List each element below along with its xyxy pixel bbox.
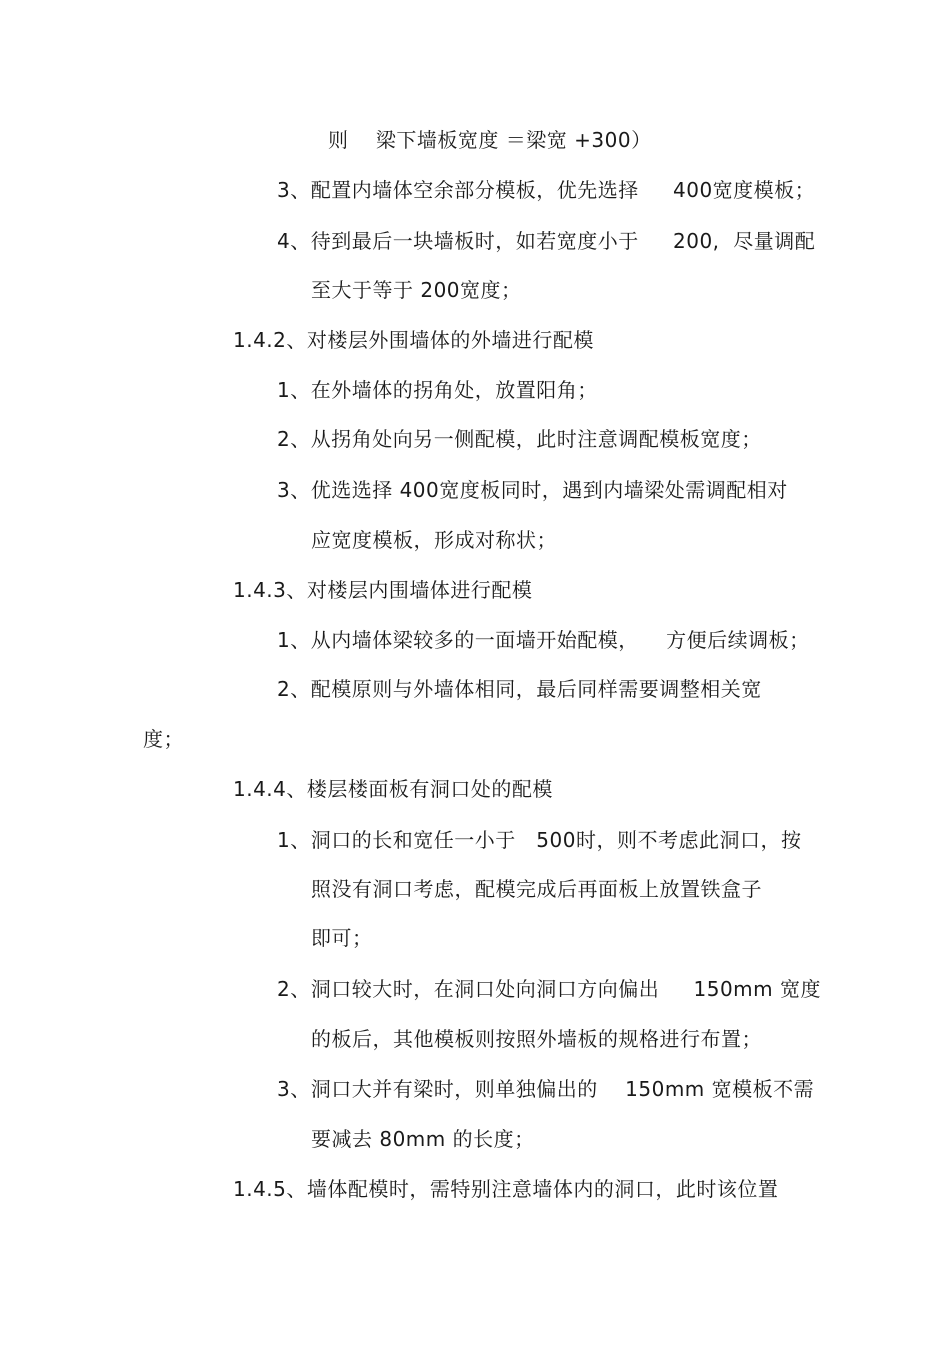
section-heading: 1.4.5、墙体配模时，需特别注意墙体内的洞口，此时该位置 bbox=[233, 1177, 779, 1201]
text-line: 至大于等于 200宽度； bbox=[311, 278, 522, 302]
text-line: 应宽度模板，形成对称状； bbox=[311, 528, 557, 552]
list-item: 3、配置内墙体空余部分模板，优先选择 400宽度模板； bbox=[277, 178, 816, 202]
text-line: 则 梁下墙板宽度 ＝梁宽 +300） bbox=[328, 128, 652, 152]
text-line: 即可； bbox=[311, 926, 373, 950]
section-heading: 1.4.2、对楼层外围墙体的外墙进行配模 bbox=[233, 328, 594, 352]
text-line: 的板后，其他模板则按照外墙板的规格进行布置； bbox=[311, 1027, 762, 1051]
section-heading: 1.4.3、对楼层内围墙体进行配模 bbox=[233, 578, 533, 602]
list-item: 3、优选选择 400宽度板同时，遇到内墙梁处需调配相对 bbox=[277, 478, 788, 502]
list-item: 3、洞口大并有梁时，则单独偏出的 150mm 宽模板不需 bbox=[277, 1077, 815, 1101]
list-item: 1、从内墙体梁较多的一面墙开始配模， 方便后续调板； bbox=[277, 628, 810, 652]
list-item: 2、从拐角处向另一侧配模，此时注意调配模板宽度； bbox=[277, 427, 762, 451]
text-line: 度； bbox=[143, 727, 184, 751]
text-line: 要减去 80mm 的长度； bbox=[311, 1127, 535, 1151]
list-item: 1、洞口的长和宽任一小于 500时，则不考虑此洞口，按 bbox=[277, 828, 802, 852]
list-item: 2、配模原则与外墙体相同，最后同样需要调整相关宽 bbox=[277, 677, 762, 701]
list-item: 2、洞口较大时，在洞口处向洞口方向偏出 150mm 宽度 bbox=[277, 977, 822, 1001]
list-item: 1、在外墙体的拐角处，放置阳角； bbox=[277, 378, 598, 402]
text-line: 照没有洞口考虑，配模完成后再面板上放置铁盒子 bbox=[311, 877, 762, 901]
list-item: 4、待到最后一块墙板时，如若宽度小于 200, 尽量调配 bbox=[277, 229, 816, 253]
section-heading: 1.4.4、楼层楼面板有洞口处的配模 bbox=[233, 777, 553, 801]
